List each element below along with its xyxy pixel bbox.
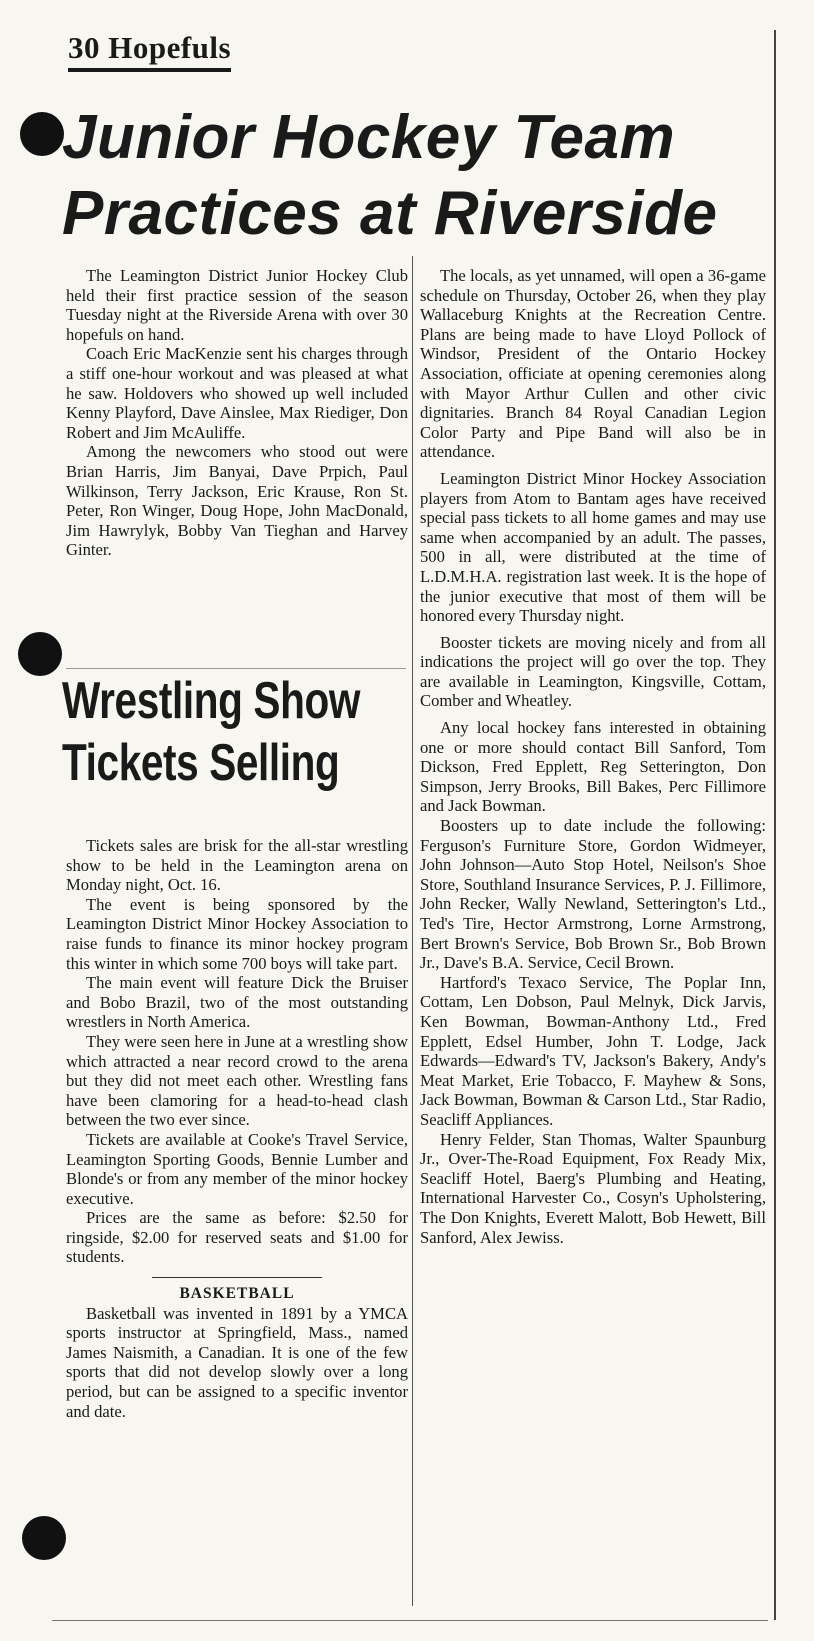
article-paragraph: Henry Felder, Stan Thomas, Walter Spaunburg Jr., Over-The-Road Equipment, Fox Ready Mix, Seacliff Hotel, Baerg's Plumbing and Heating, International Harvester Co., Cosyn's Upholstering, The Don Knights, Everett Malott, Bob Hewett, Bill Sanford, Alex Jewiss. [420, 1129, 766, 1247]
article-paragraph: Coach Eric MacKenzie sent his charges through a stiff one-hour workout and was pleased at what he saw. Holdovers who showed up well included Kenny Playford, Dave Ainslee, Max Riediger, Don Robert and Jim McAuliffe. [66, 344, 408, 442]
page-edge-rule [774, 30, 776, 1620]
wrestling-headline-line-2: Tickets Selling [62, 734, 340, 792]
wrestling-headline [62, 670, 361, 794]
bottom-rule [52, 1620, 768, 1621]
article-paragraph: Among the newcomers who stood out were Brian Harris, Jim Banyai, Dave Prpich, Paul Wilkinson, Terry Jackson, Eric Krause, Ron St. Peter, Ron Winger, Doug Hope, John MacDonald, Jim Hawrylyk, Bobby Van Tieghan and Harvey Ginter. [66, 442, 408, 560]
punch-hole-mark [22, 1516, 66, 1560]
headline-line-2: Practices at Riverside [62, 179, 718, 248]
article-paragraph: Hartford's Texaco Service, The Poplar Inn, Cottam, Len Dobson, Paul Melnyk, Dick Jarvis, Ken Bowman, Bowman-Anthony Ltd., Fred Epplett, Edsel Humber, John T. Lodge, Jack Edwards—Edward's TV, Jackson's Bakery, Andy's Meat Market, Erie Tobacco, F. Mayhew & Sons, Jack Bowman, Bowman & Carson Ltd., Star Radio, Seacliff Appliances. [420, 972, 766, 1129]
article-paragraph: Tickets sales are brisk for the all-star wrestling show to be held in the Leamington arena on Monday night, Oct. 16. [66, 836, 408, 895]
basketball-heading: BASKETBALL [179, 1285, 295, 1303]
article-paragraph: Booster tickets are moving nicely and from all indications the project will go over the top. They are available in Leamington, Kingsville, Cottam, Comber and Wheatley. [420, 632, 766, 711]
kicker-heading: 30 Hopefuls [68, 30, 231, 72]
punch-hole-mark [18, 632, 62, 676]
wrestling-headline-line-1: Wrestling Show [62, 672, 361, 730]
basketball-paragraph: Basketball was invented in 1891 by a YMCA sports instructor at Springfield, Mass., named James Naismith, a Canadian. It is one of the few sports that did not develop slowly over a long period, but can be assigned to a specific inventor and date. [66, 1303, 408, 1421]
hockey-article-continued [420, 266, 766, 1247]
article-paragraph: The Leamington District Junior Hockey Club held their first practice session of the season Tuesday night at the Riverside Arena with over 30 hopefuls on hand. [66, 266, 408, 344]
article-separator [66, 668, 406, 669]
article-paragraph: They were seen here in June at a wrestling show which attracted a near record crowd to the arena but they did not meet each other. Wrestling fans have been clamoring for a head-to-head clash between the two ever since. [66, 1031, 408, 1130]
article-paragraph: The main event will feature Dick the Bruiser and Bobo Brazil, two of the most outstanding wrestlers in North America. [66, 973, 408, 1032]
headline-line-1: Junior Hockey Team [62, 103, 676, 172]
column-divider [412, 256, 413, 1606]
punch-hole-mark [20, 112, 64, 156]
article-paragraph: Prices are the same as before: $2.50 for ringside, $2.00 for reserved seats and $1.00 for students. [66, 1208, 408, 1267]
article-paragraph: Leamington District Minor Hockey Association players from Atom to Bantam ages have received special pass tickets to all home games and may use same when accompanied by an adult. The passes, 500 in all, were distributed at the time of L.D.M.H.A. registration last week. It is the hope of the junior executive that most of them will be honored every Thursday night. [420, 468, 766, 626]
article-paragraph: The event is being sponsored by the Leamington District Minor Hockey Association to raise funds to finance its minor hockey program this winter in which some 700 boys will take part. [66, 894, 408, 973]
main-headline [62, 100, 762, 252]
article-paragraph: Any local hockey fans interested in obtaining one or more should contact Bill Sanford, Tom Dickson, Fred Epplett, Reg Setterington, Don Simpson, Jerry Brooks, Bill Bakes, Perc Fillimore and Jack Bowman. [420, 718, 766, 816]
hockey-article-body [66, 266, 408, 560]
article-paragraph: Boosters up to date include the following: Ferguson's Furniture Store, Gordon Widmeyer, John Johnson—Auto Stop Hotel, Neilson's Shoe Store, Southland Insurance Services, P. J. Fillimore, John Recker, Wally Newland, Setterington's Ltd., Ted's Tire, Hector Armstrong, Lorne Armstrong, Bert Brown's Service, Bob Brown Sr., Bob Brown Jr., Dave's B.A. Service, Cecil Brown. [420, 816, 766, 973]
article-paragraph: Tickets are available at Cooke's Travel Service, Leamington Sporting Goods, Bennie Lumber and Blonde's or from any member of the minor hockey executive. [66, 1129, 408, 1208]
filler-rule [152, 1277, 322, 1278]
wrestling-article-body [66, 836, 408, 1421]
article-paragraph: The locals, as yet unnamed, will open a 36-game schedule on Thursday, October 26, when they play Wallaceburg Knights at the Recreation Centre. Plans are being made to have Lloyd Pollock of Windsor, President of the Ontario Hockey Association, officiate at opening ceremonies along with Mayor Arthur Cullen and other civic dignitaries. Branch 84 Royal Canadian Legion Color Party and Pipe Band will also be in attendance. [420, 266, 766, 462]
